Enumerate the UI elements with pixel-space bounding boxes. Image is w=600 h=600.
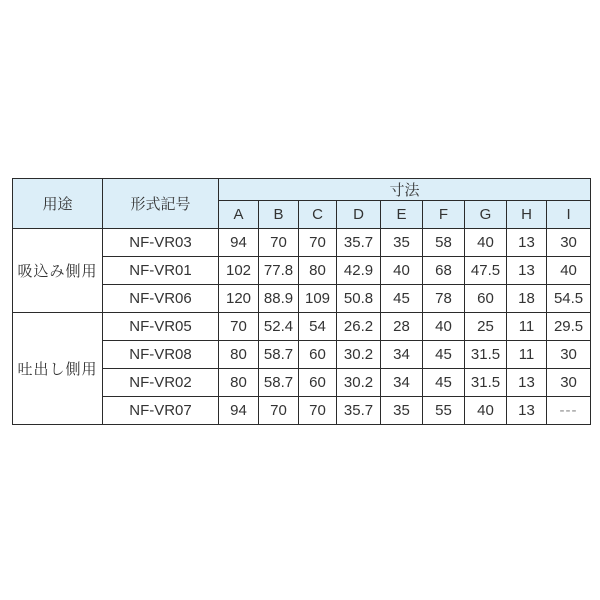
value-cell: 13	[507, 397, 547, 425]
value-cell: 78	[423, 285, 465, 313]
value-cell: 30.2	[337, 341, 381, 369]
model-cell: NF-VR05	[103, 313, 219, 341]
header-col-a: A	[219, 201, 259, 229]
usage-cell-discharge: 吐出し側用	[13, 313, 103, 425]
header-model-code: 形式記号	[103, 179, 219, 229]
value-cell: 70	[299, 229, 337, 257]
value-cell: 25	[465, 313, 507, 341]
header-col-e: E	[381, 201, 423, 229]
value-cell: 58.7	[259, 369, 299, 397]
value-cell: 60	[299, 341, 337, 369]
value-cell: 35.7	[337, 397, 381, 425]
model-cell: NF-VR02	[103, 369, 219, 397]
value-cell: 102	[219, 257, 259, 285]
model-cell: NF-VR03	[103, 229, 219, 257]
value-cell: 31.5	[465, 369, 507, 397]
value-cell: 35	[381, 229, 423, 257]
value-cell: 80	[299, 257, 337, 285]
value-cell: 42.9	[337, 257, 381, 285]
value-cell: 11	[507, 341, 547, 369]
value-cell: 13	[507, 257, 547, 285]
value-cell: 54	[299, 313, 337, 341]
model-cell: NF-VR08	[103, 341, 219, 369]
value-cell: 13	[507, 369, 547, 397]
value-cell: 40	[465, 397, 507, 425]
value-cell: 52.4	[259, 313, 299, 341]
model-cell: NF-VR01	[103, 257, 219, 285]
value-cell-empty: ---	[547, 397, 591, 425]
value-cell: 11	[507, 313, 547, 341]
value-cell: 70	[259, 229, 299, 257]
value-cell: 70	[299, 397, 337, 425]
value-cell: 34	[381, 341, 423, 369]
value-cell: 55	[423, 397, 465, 425]
table-row	[13, 313, 591, 341]
value-cell: 80	[219, 341, 259, 369]
value-cell: 30	[547, 341, 591, 369]
value-cell: 47.5	[465, 257, 507, 285]
header-dimensions: 寸法	[219, 179, 591, 201]
model-cell: NF-VR07	[103, 397, 219, 425]
value-cell: 31.5	[465, 341, 507, 369]
value-cell: 40	[381, 257, 423, 285]
value-cell: 13	[507, 229, 547, 257]
header-col-d: D	[337, 201, 381, 229]
value-cell: 88.9	[259, 285, 299, 313]
value-cell: 60	[465, 285, 507, 313]
value-cell: 30.2	[337, 369, 381, 397]
value-cell: 30	[547, 369, 591, 397]
value-cell: 50.8	[337, 285, 381, 313]
value-cell: 35	[381, 397, 423, 425]
value-cell: 45	[381, 285, 423, 313]
value-cell: 70	[259, 397, 299, 425]
header-col-b: B	[259, 201, 299, 229]
value-cell: 29.5	[547, 313, 591, 341]
value-cell: 70	[219, 313, 259, 341]
header-col-i: I	[547, 201, 591, 229]
value-cell: 120	[219, 285, 259, 313]
header-col-f: F	[423, 201, 465, 229]
value-cell: 26.2	[337, 313, 381, 341]
value-cell: 45	[423, 369, 465, 397]
value-cell: 94	[219, 229, 259, 257]
table-row	[13, 229, 591, 257]
value-cell: 35.7	[337, 229, 381, 257]
header-usage: 用途	[13, 179, 103, 229]
value-cell: 34	[381, 369, 423, 397]
value-cell: 68	[423, 257, 465, 285]
value-cell: 54.5	[547, 285, 591, 313]
value-cell: 18	[507, 285, 547, 313]
value-cell: 109	[299, 285, 337, 313]
value-cell: 45	[423, 341, 465, 369]
value-cell: 40	[423, 313, 465, 341]
value-cell: 94	[219, 397, 259, 425]
model-cell: NF-VR06	[103, 285, 219, 313]
dimension-spec-table	[12, 178, 591, 425]
value-cell: 58	[423, 229, 465, 257]
value-cell: 28	[381, 313, 423, 341]
value-cell: 30	[547, 229, 591, 257]
value-cell: 80	[219, 369, 259, 397]
header-col-c: C	[299, 201, 337, 229]
header-col-g: G	[465, 201, 507, 229]
value-cell: 58.7	[259, 341, 299, 369]
value-cell: 60	[299, 369, 337, 397]
usage-cell-suction: 吸込み側用	[13, 229, 103, 313]
value-cell: 40	[547, 257, 591, 285]
header-col-h: H	[507, 201, 547, 229]
value-cell: 77.8	[259, 257, 299, 285]
value-cell: 40	[465, 229, 507, 257]
